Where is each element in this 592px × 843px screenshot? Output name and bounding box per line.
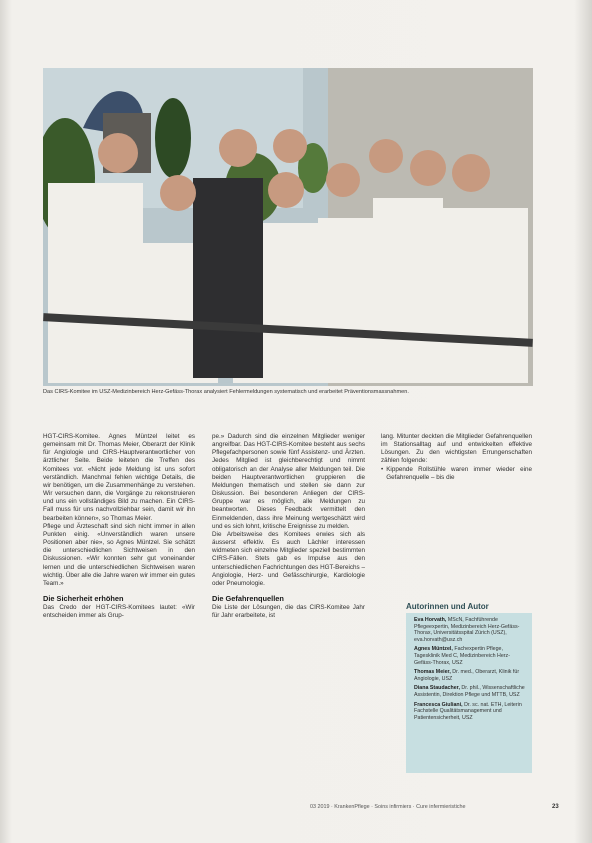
authors-box [406,613,532,773]
author-desc: Dr. med., Oberarzt, Klinik für Angiologie, USZ [414,669,520,682]
paragraph: HGT-CIRS-Komitee. Agnes Müntzel leitet es gemeinsam mit Dr. Thomas Meier, Oberarzt der Klinik für Angiologie und CIRS-Hauptverantwortlicher von ärztlicher Seite. Beide leiteten die Treffen des Komitees vor. «Nicht jede Meldung ist uns sofort verständlich. Manchmal fehlen wichtige Details, die wir benötigen, um die Zusammenhänge zu verstehen. Wir versuchen dann, die Vorgänge zu rekonstruieren und uns ein vollständiges Bild zu machen. Ein CIRS-Fall muss für uns nachvollziehbar sein, damit wir ihn bearbeiten können», so Thomas Meier. [43,433,195,522]
section-heading: Die Sicherheit erhöhen [43,593,124,603]
page-number: 23 [552,804,559,810]
paragraph: lang. Mitunter deckten die Mitglieder Gefahrenquellen im Stationsalltag auf und entwickelten effektive Lösungen. Zu den wichtigsten Errungenschaften zählen folgende: [381,433,532,465]
author-entry [414,617,526,643]
text-column-3 [381,433,532,482]
paragraph: Pflege und Ärzteschaft sind sich nicht immer in allen Punkten einig. «Unverständlich waren unsere Positionen aber nie», so Agnes Müntzel. Sie schätzt die unterschiedlichen Sichtweisen in den Diskussionen. «Wir konnten sehr gut voneinander lernen und die unterschiedlichen Sichtweisen waren wichtig. Über alle die Jahre waren wir immer ein gutes Team.» [43,522,195,587]
section-heading: Die Gefahrenquellen [212,593,284,603]
author-entry [414,669,526,682]
author-desc: Dr. phil., Wissenschaftliche Assistentin, Direktion Pflege und MTTB, USZ [414,685,525,698]
author-desc: MScN, Fachführende Pflegeexpertin, Medizinbereich Herz-Gefäss-Thorax, Universitätsspital Zürich (USZ), eva.horvath@usz.ch [414,617,520,643]
paragraph: Das Credo der HGT-CIRS-Komitees lautet: «Wir entscheiden immer als Grup- [43,603,195,620]
bullet-icon: • [381,465,384,473]
photo-caption: Das CIRS-Komitee im USZ-Medizinbereich Herz-Gefäss-Thorax analysiert Fehlermeldungen systematisch und erarbeitet Präventionsmassnahmen. [43,389,409,395]
author-name: Diana Staudacher, [414,685,460,692]
bullet-text: Kippende Rollstühle waren immer wieder eine Gefahrenquelle – bis die [386,465,532,481]
author-name: Agnes Müntzel, [414,646,453,653]
author-desc: Fachexpertin Pflege, Tagesklinik Med C, Medizinbereich Herz-Gefäss-Thorax, USZ [414,646,510,666]
authors-box-title: Autorinnen und Autor [406,602,489,611]
text-column-2 [212,433,365,620]
team-photo [43,68,533,386]
author-entry [414,646,526,666]
paragraph: Die Liste der Lösungen, die das CIRS-Komitee Jahr für Jahr erarbeitete, ist [212,603,365,620]
author-name: Thomas Meier, [414,669,451,676]
author-name: Francesca Giuliani, [414,701,463,708]
author-name: Eva Horvath, [414,617,447,623]
author-entry [414,685,526,698]
paragraph: Die Arbeitsweise des Komitees erwies sich als äusserst effektiv. Es auch Lächler interessen widmeten sich einzelne Mitglieder speziell bestimmten CIRS-Fällen. Stets gab es Impulse aus den unterschiedlichen Fachrichtungen des HGT-Bereichs – Angiologie, Herz- und Gefässchirurgie, Kardiologie oder Pneumologie. [212,530,365,587]
footer-publication: 03 2019 · KrankenPflege · Soins infirmiers · Cure infermieristiche [310,804,466,810]
author-desc: Dr. sc. nat. ETH, Leiterin Fachstelle Qualitätsmanagement und Patientensicherheit, USZ [414,701,522,721]
bullet-item [381,466,532,482]
author-entry [414,702,526,722]
paragraph: pe.» Dadurch sind die einzelnen Mitglieder weniger angreifbar. Das HGT-CIRS-Komitee besteht aus sechs Pflegefachpersonen sowie fünf Assistenz- und Ärzten. Jedes Mitglied ist gleichberechtigt und nimmt obligatorisch an der Analyse aller Meldungen teil. Die beiden Hauptverantwortlichen gruppieren die Meldungen thematisch und stellen sie dann zur Diskussion. Bei besonderen Anliegen der CIRS-Gruppe war es möglich, alle Meldungen zu beantworten. Dieses Feedback vermittelt den Einmeldenden, dass ihre Meinung wertgeschätzt wird und es sich lohnt, kritische Ereignisse zu melden. [212,433,365,530]
text-column-1 [43,433,195,620]
